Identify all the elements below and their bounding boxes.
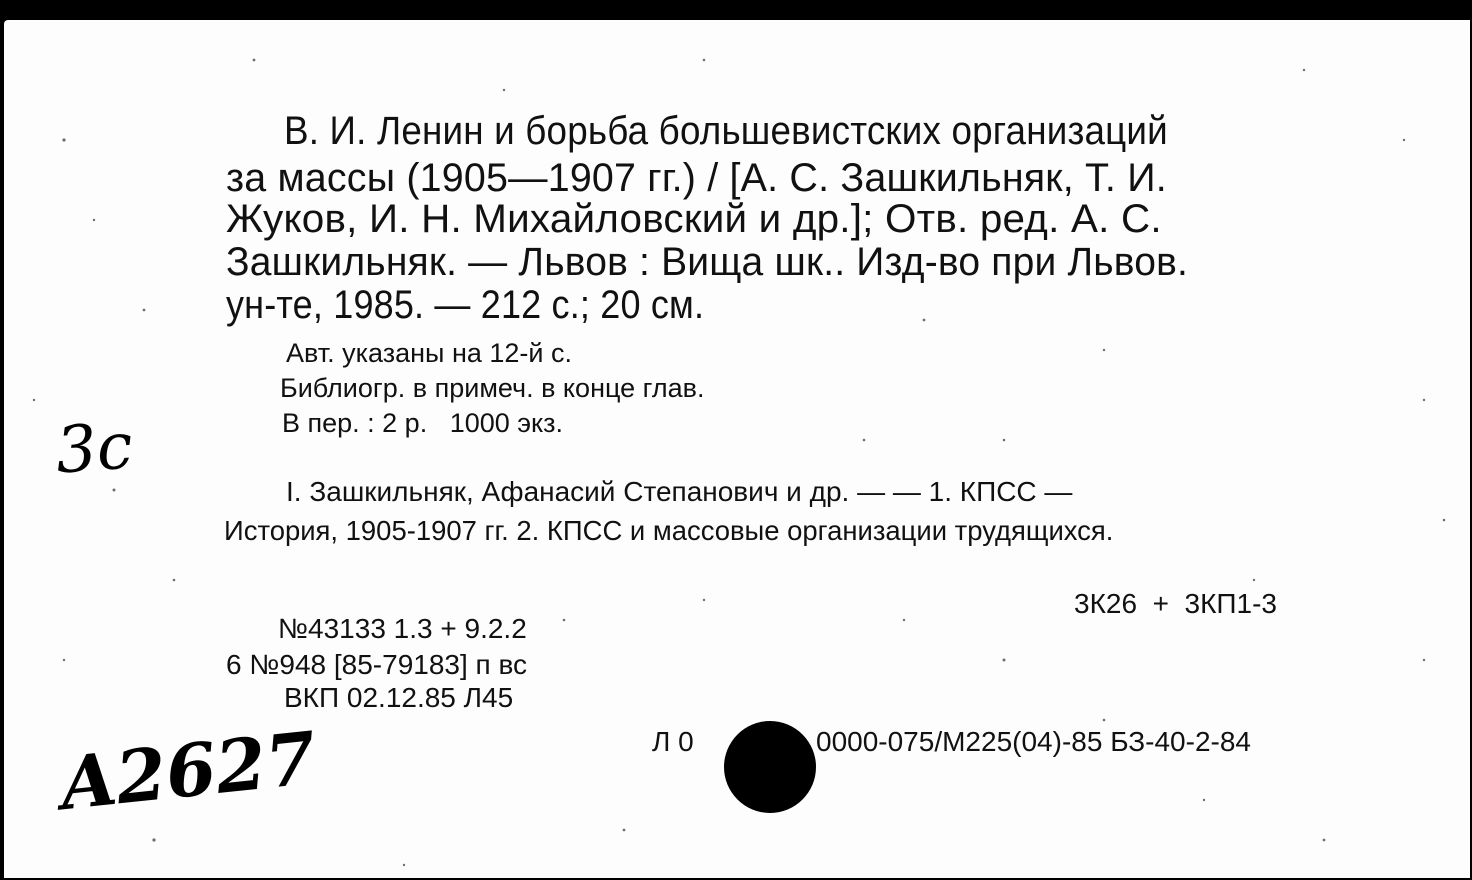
classification-index: 3К26 + 3КП1-3 — [1074, 588, 1277, 619]
entry-line-5: ун-те, 1985. — 212 с.; 20 см. — [226, 283, 705, 327]
entry-line-3: Жуков, И. Н. Михайловский и др.]; Отв. ред. А. С. — [226, 197, 1162, 241]
note-price-print-run: В пер. : 2 р. 1000 экз. — [282, 408, 564, 438]
code-line-1: №43133 1.3 + 9.2.2 — [278, 613, 527, 644]
entry-line-2: за массы (1905—1907 гг.) / [А. С. Зашкильняк, Т. И. — [226, 156, 1167, 200]
note-bibliography: Библиогр. в примеч. в конце глав. — [280, 373, 705, 403]
isbn-prefix: Л 0 — [652, 726, 694, 757]
isbn-rest: 0000-075/М225(04)-85 БЗ-40-2-84 — [816, 726, 1251, 757]
handwritten-inventory-number: A2627 — [56, 714, 321, 827]
code-line-3: ВКП 02.12.85 Л45 — [284, 682, 514, 713]
subject-line-2: История, 1905-1907 гг. 2. КПСС и массовые организации трудящихся. — [224, 515, 1114, 546]
note-authors: Авт. указаны на 12-й с. — [286, 338, 573, 368]
entry-line-1: В. И. Ленин и борьба большевистских организаций — [284, 109, 1168, 153]
code-line-2: 6 №948 [85-79183] п вс — [226, 649, 528, 680]
entry-line-4: Зашкильняк. — Львов : Вища шк.. Изд-во при Львов. — [226, 240, 1189, 284]
catalog-card — [4, 20, 1470, 878]
handwritten-shelf-mark: 3с — [53, 409, 136, 489]
subject-line-1: I. Зашкильняк, Афанасий Степанович и др. — — 1. КПСС — — [286, 476, 1073, 507]
punch-hole — [724, 721, 816, 813]
